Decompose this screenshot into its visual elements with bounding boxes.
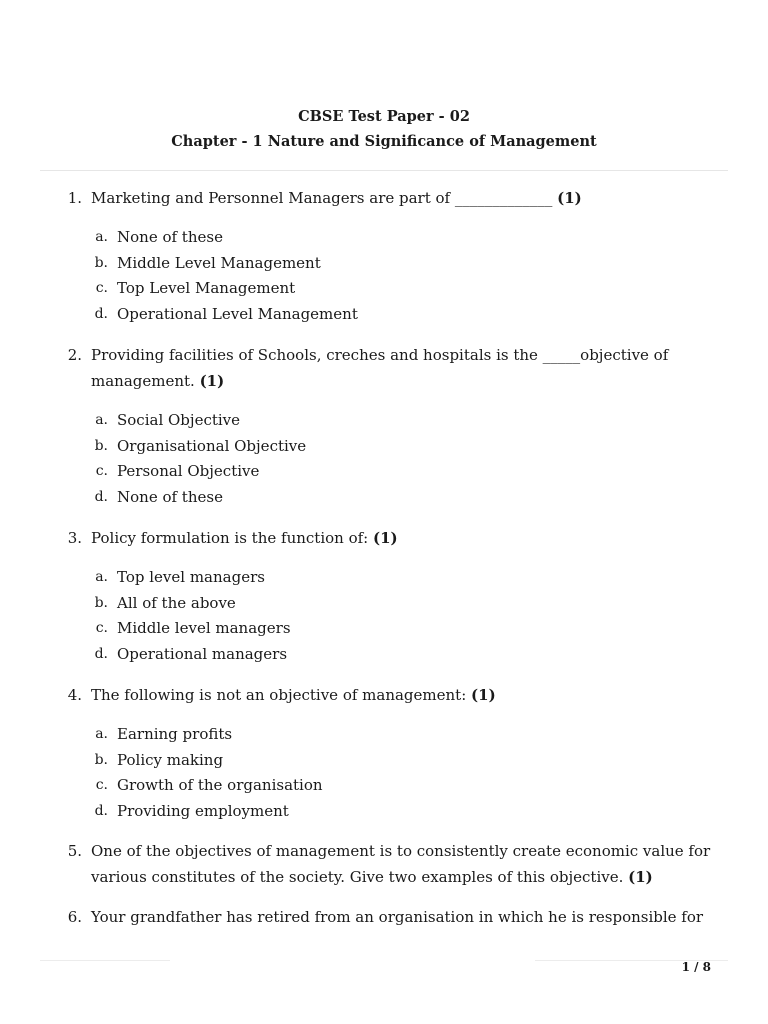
question-number: 4. <box>67 686 82 704</box>
question-number: 3. <box>67 529 82 547</box>
option-text: Policy making <box>117 750 224 769</box>
question-text <box>91 342 711 394</box>
option-letter: a. <box>95 569 108 585</box>
question-marks: (1) <box>199 372 225 390</box>
option-text: None of these <box>117 487 223 506</box>
option-letter: b. <box>94 437 108 454</box>
option-letter: d. <box>94 488 108 505</box>
question-marks: (1) <box>557 189 582 207</box>
question-number: 6. <box>67 908 82 926</box>
option-letter: c. <box>95 280 108 297</box>
option-letter: b. <box>94 254 108 271</box>
option-letter: b. <box>94 594 108 611</box>
option-item <box>0 485 768 511</box>
option-item <box>0 616 768 642</box>
question-text <box>91 525 711 551</box>
option-item <box>0 591 768 617</box>
header-divider <box>40 170 728 171</box>
option-text: Social Objective <box>117 411 241 429</box>
option-text: Operational Level Management <box>117 304 358 323</box>
option-text: None of these <box>117 228 223 246</box>
question-stem: Your grandfather has retired from an organisation in which he is responsible for <box>91 908 704 926</box>
question-number: 5. <box>67 842 82 860</box>
option-item <box>0 276 768 302</box>
option-letter: d. <box>94 645 108 662</box>
option-item <box>0 251 768 277</box>
paper-title: CBSE Test Paper - 02 <box>298 108 470 125</box>
option-text: Middle level managers <box>117 619 291 638</box>
option-item <box>0 459 768 485</box>
options-list-2 <box>0 408 768 510</box>
question-marks: (1) <box>628 868 653 886</box>
option-item <box>0 773 768 799</box>
question-text <box>91 904 711 930</box>
option-text: Operational managers <box>117 644 288 663</box>
question-number: 2. <box>67 346 82 364</box>
footer-divider-left <box>40 960 170 961</box>
option-letter: d. <box>94 802 108 819</box>
option-text: Earning profits <box>117 725 233 743</box>
option-item <box>0 642 768 668</box>
question-stem: One of the objectives of management is to consistently create economic value for various constitutes of the society. Give two examples of this objective. <box>91 842 711 886</box>
option-item <box>0 302 768 328</box>
option-item <box>0 565 768 591</box>
option-letter: d. <box>94 305 108 322</box>
option-item <box>0 408 768 434</box>
options-list-3 <box>0 565 768 667</box>
option-item <box>0 225 768 251</box>
question-stem: Providing facilities of Schools, creches and hospitals is the _____objective of management. <box>91 346 669 390</box>
question-stem: The following is not an objective of management: <box>91 686 472 704</box>
option-letter: a. <box>95 229 108 245</box>
option-letter: a. <box>95 412 108 428</box>
option-item <box>0 799 768 825</box>
option-letter: c. <box>95 620 108 637</box>
question-stem: Marketing and Personnel Managers are part of _____________ <box>91 189 558 207</box>
question-marks: (1) <box>372 529 398 547</box>
question-text <box>91 682 711 708</box>
question-stem: Policy formulation is the function of: <box>91 529 373 547</box>
option-text: Top level managers <box>117 568 265 586</box>
option-text: All of the above <box>117 593 236 612</box>
option-item <box>0 722 768 748</box>
option-item <box>0 434 768 460</box>
option-text: Organisational Objective <box>117 436 307 455</box>
options-list-1 <box>0 225 768 327</box>
option-letter: a. <box>95 726 108 742</box>
option-item <box>0 748 768 774</box>
page-indicator: 1 / 8 <box>681 960 711 974</box>
options-list-4 <box>0 722 768 824</box>
chapter-title: Chapter - 1 Nature and Significance of Management <box>171 133 597 150</box>
option-letter: c. <box>95 463 108 480</box>
option-text: Providing employment <box>117 801 289 820</box>
option-letter: b. <box>94 751 108 768</box>
option-text: Growth of the organisation <box>117 776 323 795</box>
question-marks: (1) <box>471 686 496 704</box>
option-text: Personal Objective <box>117 462 260 481</box>
option-text: Middle Level Management <box>117 253 321 272</box>
question-text <box>91 838 711 890</box>
option-letter: c. <box>95 777 108 794</box>
question-text <box>91 185 711 211</box>
option-text: Top Level Management <box>117 279 296 298</box>
question-number: 1. <box>67 189 82 207</box>
